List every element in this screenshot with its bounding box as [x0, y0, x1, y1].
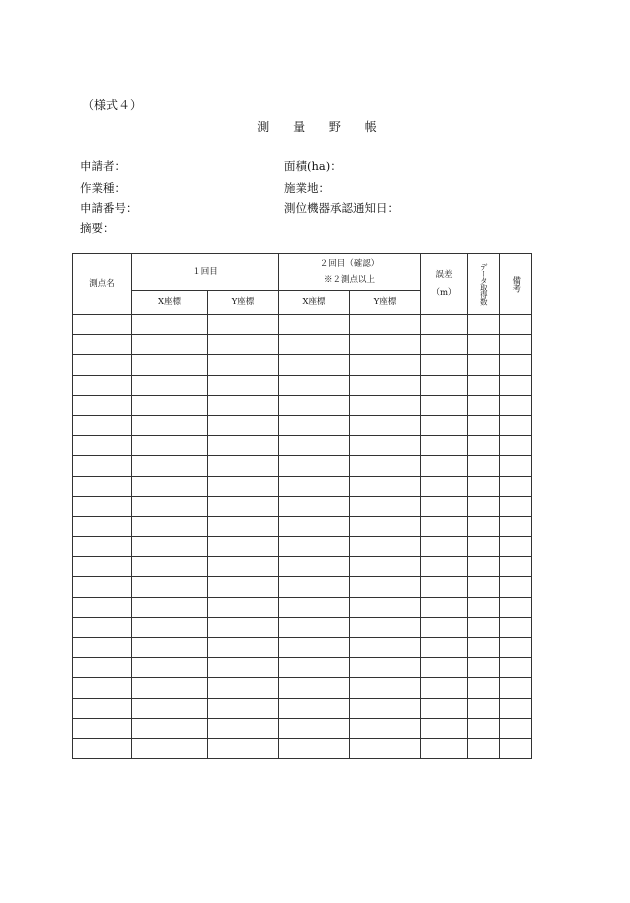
table-cell[interactable]: [132, 355, 208, 375]
summary-label: 摘要：: [80, 221, 115, 235]
table-cell[interactable]: [73, 415, 132, 435]
table-cell[interactable]: [279, 476, 350, 496]
table-cell[interactable]: [500, 698, 532, 718]
table-row: [73, 678, 532, 698]
table-cell[interactable]: [468, 537, 500, 557]
table-cell[interactable]: [279, 698, 350, 718]
table-cell[interactable]: [350, 395, 421, 415]
table-cell[interactable]: [500, 617, 532, 637]
table-cell[interactable]: [279, 537, 350, 557]
table-cell[interactable]: [500, 738, 532, 758]
table-cell[interactable]: [421, 718, 468, 738]
table-cell[interactable]: [468, 395, 500, 415]
table-cell[interactable]: [421, 557, 468, 577]
table-cell[interactable]: [132, 496, 208, 516]
table-cell[interactable]: [500, 415, 532, 435]
header-data-count-label: データ取得数: [479, 263, 489, 305]
table-cell[interactable]: [500, 678, 532, 698]
table-cell[interactable]: [132, 537, 208, 557]
table-cell[interactable]: [73, 638, 132, 658]
table-cell[interactable]: [279, 355, 350, 375]
work-type-label: 作業種：: [80, 181, 126, 195]
table-cell[interactable]: [421, 476, 468, 496]
table-row: [73, 537, 532, 557]
table-cell[interactable]: [350, 436, 421, 456]
table-cell[interactable]: [279, 436, 350, 456]
table-cell[interactable]: [350, 496, 421, 516]
table-cell[interactable]: [500, 436, 532, 456]
table-cell[interactable]: [500, 577, 532, 597]
table-cell[interactable]: [208, 738, 279, 758]
table-row: [73, 456, 532, 476]
table-cell[interactable]: [500, 718, 532, 738]
table-cell[interactable]: [350, 577, 421, 597]
table-cell[interactable]: [73, 557, 132, 577]
table-cell[interactable]: [73, 738, 132, 758]
table-cell[interactable]: [208, 516, 279, 536]
table-cell[interactable]: [279, 577, 350, 597]
table-cell[interactable]: [468, 496, 500, 516]
table-cell[interactable]: [208, 617, 279, 637]
table-cell[interactable]: [468, 557, 500, 577]
table-cell[interactable]: [350, 698, 421, 718]
table-cell[interactable]: [500, 355, 532, 375]
table-cell[interactable]: [421, 698, 468, 718]
table-cell[interactable]: [468, 738, 500, 758]
table-cell[interactable]: [350, 678, 421, 698]
table-cell[interactable]: [421, 415, 468, 435]
header-point-name: 測点名: [73, 254, 132, 315]
table-cell[interactable]: [468, 577, 500, 597]
table-cell[interactable]: [208, 476, 279, 496]
table-cell[interactable]: [132, 315, 208, 335]
table-cell[interactable]: [73, 577, 132, 597]
table-cell[interactable]: [208, 456, 279, 476]
table-cell[interactable]: [132, 577, 208, 597]
table-cell[interactable]: [500, 658, 532, 678]
table-cell[interactable]: [208, 335, 279, 355]
header-first-x: X座標: [132, 291, 208, 315]
table-cell[interactable]: [73, 335, 132, 355]
table-cell[interactable]: [73, 516, 132, 536]
table-cell[interactable]: [421, 678, 468, 698]
approval-date-label: 測位機器承認通知日：: [284, 201, 399, 215]
table-cell[interactable]: [468, 617, 500, 637]
table-cell[interactable]: [208, 557, 279, 577]
table-body: [73, 315, 532, 759]
table-cell[interactable]: [73, 617, 132, 637]
table-cell[interactable]: [468, 638, 500, 658]
table-cell[interactable]: [350, 375, 421, 395]
table-cell[interactable]: [208, 658, 279, 678]
table-cell[interactable]: [279, 456, 350, 476]
table-cell[interactable]: [279, 617, 350, 637]
header-second-measurement: [279, 254, 421, 291]
table-cell[interactable]: [468, 516, 500, 536]
table-cell[interactable]: [421, 617, 468, 637]
header-data-count: [468, 254, 500, 315]
table-cell[interactable]: [208, 537, 279, 557]
table-cell[interactable]: [132, 476, 208, 496]
table-cell[interactable]: [279, 516, 350, 536]
table-cell[interactable]: [350, 658, 421, 678]
header-error-label: 誤差: [435, 269, 453, 280]
table-cell[interactable]: [73, 678, 132, 698]
table-cell[interactable]: [468, 476, 500, 496]
site-label: 施業地：: [284, 181, 330, 195]
area-label: 面積(ha)：: [284, 159, 342, 173]
table-cell[interactable]: [279, 718, 350, 738]
table-cell[interactable]: [421, 335, 468, 355]
table-cell[interactable]: [350, 617, 421, 637]
table-cell[interactable]: [279, 597, 350, 617]
table-cell[interactable]: [73, 718, 132, 738]
table-cell[interactable]: [350, 456, 421, 476]
table-cell[interactable]: [132, 516, 208, 536]
table-cell[interactable]: [350, 476, 421, 496]
table-cell[interactable]: [132, 597, 208, 617]
table-cell[interactable]: [208, 638, 279, 658]
table-cell[interactable]: [500, 516, 532, 536]
table-row: [73, 516, 532, 536]
applicant-label: 申請者：: [80, 159, 126, 173]
table-cell[interactable]: [468, 335, 500, 355]
table-cell[interactable]: [350, 415, 421, 435]
table-cell[interactable]: [468, 456, 500, 476]
table-cell[interactable]: [132, 375, 208, 395]
table-cell[interactable]: [132, 698, 208, 718]
table-cell[interactable]: [350, 315, 421, 335]
table-row: [73, 718, 532, 738]
table-cell[interactable]: [132, 738, 208, 758]
table-cell[interactable]: [350, 557, 421, 577]
header-second-y: Y座標: [350, 291, 421, 315]
table-cell[interactable]: [208, 436, 279, 456]
form-number: （様式４）: [82, 98, 143, 112]
table-row: [73, 335, 532, 355]
table-cell[interactable]: [350, 718, 421, 738]
table-cell[interactable]: [421, 516, 468, 536]
table-row: [73, 577, 532, 597]
table-cell[interactable]: [468, 597, 500, 617]
table-cell[interactable]: [468, 698, 500, 718]
table-row: [73, 738, 532, 758]
header-first-measurement: １回目: [132, 254, 279, 291]
table-cell[interactable]: [350, 516, 421, 536]
table-cell[interactable]: [208, 395, 279, 415]
header-remarks: [500, 254, 532, 315]
table-cell[interactable]: [421, 658, 468, 678]
table-cell[interactable]: [421, 395, 468, 415]
table-cell[interactable]: [73, 395, 132, 415]
table-cell[interactable]: [421, 537, 468, 557]
table-cell[interactable]: [421, 355, 468, 375]
table-cell[interactable]: [500, 476, 532, 496]
table-cell[interactable]: [132, 335, 208, 355]
table-cell[interactable]: [208, 355, 279, 375]
table-cell[interactable]: [132, 678, 208, 698]
table-cell[interactable]: [500, 395, 532, 415]
table-row: [73, 436, 532, 456]
table-cell[interactable]: [73, 436, 132, 456]
table-cell[interactable]: [500, 375, 532, 395]
table-cell[interactable]: [421, 436, 468, 456]
table-cell[interactable]: [73, 355, 132, 375]
table-row: [73, 395, 532, 415]
table-cell[interactable]: [279, 415, 350, 435]
table-row: [73, 658, 532, 678]
table-cell[interactable]: [421, 496, 468, 516]
table-row: [73, 476, 532, 496]
table-cell[interactable]: [279, 375, 350, 395]
table-cell[interactable]: [468, 658, 500, 678]
table-cell[interactable]: [468, 315, 500, 335]
table-cell[interactable]: [132, 456, 208, 476]
table-row: [73, 698, 532, 718]
table-cell[interactable]: [421, 738, 468, 758]
table-row: [73, 315, 532, 335]
table-cell[interactable]: [132, 395, 208, 415]
table-cell[interactable]: [468, 375, 500, 395]
table-cell[interactable]: [208, 718, 279, 738]
table-cell[interactable]: [73, 537, 132, 557]
header-second-label: ２回目（確認）: [319, 258, 380, 269]
table-cell[interactable]: [208, 496, 279, 516]
table-cell[interactable]: [421, 315, 468, 335]
table-cell[interactable]: [132, 617, 208, 637]
header-remarks-label: 備考: [510, 276, 521, 292]
table-cell[interactable]: [279, 658, 350, 678]
table-cell[interactable]: [279, 638, 350, 658]
table-cell[interactable]: [73, 597, 132, 617]
table-cell[interactable]: [421, 456, 468, 476]
table-cell[interactable]: [73, 476, 132, 496]
table-cell[interactable]: [279, 496, 350, 516]
table-cell[interactable]: [208, 315, 279, 335]
table-cell[interactable]: [279, 738, 350, 758]
table-cell[interactable]: [208, 678, 279, 698]
table-row: [73, 617, 532, 637]
table-cell[interactable]: [73, 496, 132, 516]
table-cell[interactable]: [350, 537, 421, 557]
table-cell[interactable]: [73, 315, 132, 335]
table-cell[interactable]: [350, 335, 421, 355]
table-row: [73, 597, 532, 617]
table-row: [73, 557, 532, 577]
page-title: 測 量 野 帳: [257, 120, 387, 134]
table-cell[interactable]: [468, 436, 500, 456]
table-cell[interactable]: [350, 597, 421, 617]
table-cell[interactable]: [468, 415, 500, 435]
table-cell[interactable]: [132, 415, 208, 435]
table-cell[interactable]: [132, 658, 208, 678]
table-cell[interactable]: [132, 557, 208, 577]
table-cell[interactable]: [279, 335, 350, 355]
survey-table: [72, 253, 532, 759]
table-cell[interactable]: [208, 597, 279, 617]
table-row: [73, 415, 532, 435]
table-cell[interactable]: [350, 738, 421, 758]
table-cell[interactable]: [132, 718, 208, 738]
table-cell[interactable]: [500, 315, 532, 335]
table-cell[interactable]: [500, 335, 532, 355]
table-cell[interactable]: [73, 456, 132, 476]
table-cell[interactable]: [208, 577, 279, 597]
header-second-x: X座標: [279, 291, 350, 315]
table-cell[interactable]: [208, 698, 279, 718]
table-cell[interactable]: [421, 577, 468, 597]
table-cell[interactable]: [132, 638, 208, 658]
table-cell[interactable]: [279, 315, 350, 335]
table-cell[interactable]: [279, 557, 350, 577]
table-cell[interactable]: [500, 456, 532, 476]
header-first-y: Y座標: [208, 291, 279, 315]
table-cell[interactable]: [468, 718, 500, 738]
table-cell[interactable]: [500, 638, 532, 658]
table-cell[interactable]: [500, 597, 532, 617]
table-cell[interactable]: [500, 537, 532, 557]
table-cell[interactable]: [73, 375, 132, 395]
table-cell[interactable]: [421, 375, 468, 395]
table-cell[interactable]: [279, 678, 350, 698]
table-cell[interactable]: [468, 355, 500, 375]
header-error-unit: （m）: [431, 288, 457, 298]
table-cell[interactable]: [132, 436, 208, 456]
table-cell[interactable]: [350, 638, 421, 658]
table-row: [73, 355, 532, 375]
table-cell[interactable]: [73, 658, 132, 678]
header-second-note: ※２測点以上: [324, 275, 376, 285]
table-row: [73, 375, 532, 395]
table-cell[interactable]: [208, 415, 279, 435]
table-cell[interactable]: [208, 375, 279, 395]
application-number-label: 申請番号：: [80, 201, 138, 215]
table-cell[interactable]: [350, 355, 421, 375]
table-row: [73, 638, 532, 658]
table-cell[interactable]: [500, 496, 532, 516]
table-cell[interactable]: [421, 597, 468, 617]
table-cell[interactable]: [500, 557, 532, 577]
table-cell[interactable]: [73, 698, 132, 718]
table-cell[interactable]: [468, 678, 500, 698]
header-error: [421, 254, 468, 315]
table-cell[interactable]: [421, 638, 468, 658]
table-row: [73, 496, 532, 516]
table-cell[interactable]: [279, 395, 350, 415]
